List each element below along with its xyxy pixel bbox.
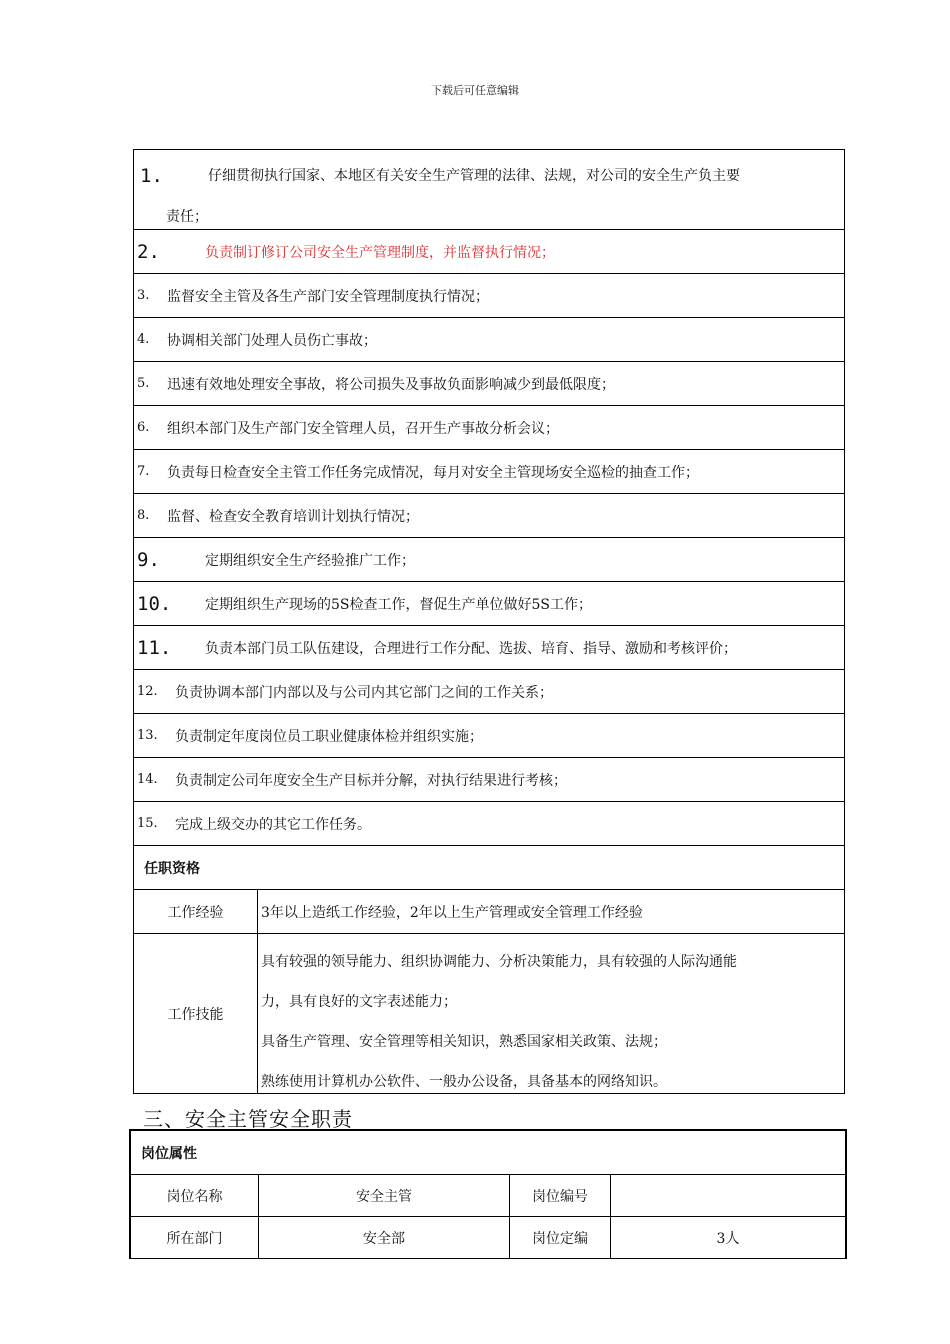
duty-number: 7.: [137, 464, 150, 479]
duty-row-14: [134, 758, 844, 802]
skills-label: 工作技能: [134, 934, 258, 1093]
duty-number: 5.: [137, 376, 150, 391]
experience-row: [134, 890, 844, 934]
page-header: 下载后可任意编辑: [431, 84, 519, 97]
duty-number: 3.: [137, 288, 150, 303]
duty-text: 监督安全主管及各生产部门安全管理制度执行情况；: [167, 288, 489, 305]
quota-value: 3人: [716, 1230, 740, 1247]
attributes-table: [129, 1129, 847, 1259]
duty-number: 2.: [137, 240, 160, 263]
position-name-label: 岗位名称: [131, 1175, 259, 1216]
position-code-label: 岗位编号: [510, 1175, 611, 1216]
duty-text: 监督、检查安全教育培训计划执行情况；: [167, 508, 419, 525]
duty-number: 10.: [137, 592, 172, 615]
duty-row-10: [134, 582, 844, 626]
duty-row-11: [134, 626, 844, 670]
duty-text: 负责制定公司年度安全生产目标并分解，对执行结果进行考核；: [175, 772, 567, 789]
duty-row-4: [134, 318, 844, 362]
skill-line: 力，具有良好的文字表述能力；: [261, 994, 457, 1010]
attributes-row-1: [131, 1175, 845, 1217]
duty-text: 定期组织安全生产经验推广工作；: [205, 552, 415, 569]
duty-text: 定期组织生产现场的5S检查工作，督促生产单位做好5S工作；: [205, 596, 592, 613]
duty-row-2: [134, 230, 844, 274]
duty-text: 组织本部门及生产部门安全管理人员，召开生产事故分析会议；: [167, 420, 559, 437]
duty-text: 负责制订修订公司安全生产管理制度，并监督执行情况；: [205, 244, 555, 261]
duty-row-8: [134, 494, 844, 538]
experience-value: 3年以上造纸工作经验，2年以上生产管理或安全管理工作经验: [261, 904, 643, 921]
duty-number: 1.: [140, 165, 163, 187]
duty-row-6: [134, 406, 844, 450]
skill-line: 熟练使用计算机办公软件、一般办公设备，具备基本的网络知识。: [261, 1074, 667, 1090]
duty-number: 14.: [137, 772, 158, 787]
attributes-row-2: [131, 1217, 845, 1259]
duty-number: 9.: [137, 548, 160, 571]
duty-number: 11.: [137, 636, 172, 659]
duty-row-3: [134, 274, 844, 318]
duty-text: 负责每日检查安全主管工作任务完成情况，每月对安全主管现场安全巡检的抽查工作；: [167, 464, 699, 481]
duty-row-5: [134, 362, 844, 406]
duty-row-1: [134, 150, 844, 230]
skills-value: [258, 934, 844, 1093]
duty-text: 负责协调本部门内部以及与公司内其它部门之间的工作关系；: [175, 684, 553, 701]
position-code-value: [611, 1175, 845, 1216]
duty-number: 4.: [137, 332, 150, 347]
duty-number: 8.: [137, 508, 150, 523]
duty-text-continued: 责任；: [166, 209, 208, 225]
duty-number: 13.: [137, 728, 158, 743]
duties-table: [133, 149, 845, 1094]
skills-row: [134, 934, 844, 1094]
duty-number: 12.: [137, 684, 158, 699]
duty-row-15: [134, 802, 844, 846]
duty-text: 迅速有效地处理安全事故，将公司损失及事故负面影响减少到最低限度；: [167, 376, 615, 393]
position-name-value: 安全主管: [259, 1175, 510, 1216]
duty-row-9: [134, 538, 844, 582]
qualifications-title: 任职资格: [134, 846, 844, 890]
quota-label: 岗位定编: [510, 1217, 611, 1258]
duty-row-12: [134, 670, 844, 714]
skill-line: 具备生产管理、安全管理等相关知识，熟悉国家相关政策、法规；: [261, 1034, 667, 1050]
duty-text: 协调相关部门处理人员伤亡事故；: [167, 332, 377, 349]
duty-number: 6.: [137, 420, 150, 435]
duty-number: 15.: [137, 816, 158, 831]
experience-label: 工作经验: [134, 890, 258, 933]
duty-text: 完成上级交办的其它工作任务。: [175, 816, 371, 833]
department-label: 所在部门: [131, 1217, 259, 1258]
department-value: 安全部: [259, 1217, 510, 1258]
duty-row-7: [134, 450, 844, 494]
duty-row-13: [134, 714, 844, 758]
attributes-title: 岗位属性: [131, 1131, 845, 1175]
duty-text: 仔细贯彻执行国家、本地区有关安全生产管理的法律、法规，对公司的安全生产负主要: [208, 168, 740, 184]
duty-text: 负责制定年度岗位员工职业健康体检并组织实施；: [175, 728, 483, 745]
section-heading: 三、安全主管安全职责: [143, 1107, 353, 1131]
skill-line: 具有较强的领导能力、组织协调能力、分析决策能力，具有较强的人际沟通能: [261, 954, 737, 970]
duty-text: 负责本部门员工队伍建设，合理进行工作分配、选拔、培育、指导、激励和考核评价；: [205, 640, 737, 657]
